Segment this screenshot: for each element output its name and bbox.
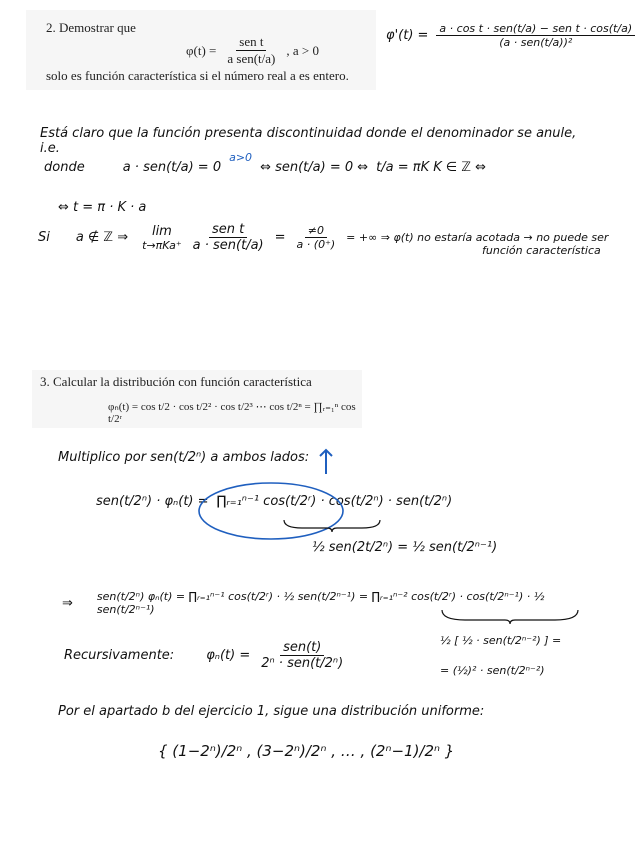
ex3-statement <box>32 370 362 428</box>
ex3-set: { (1−2ⁿ)/2ⁿ , (3−2ⁿ)/2ⁿ , … , (2ⁿ−1)/2ⁿ } <box>158 742 455 760</box>
ex2-line4-frac-den: a · sen(t/a) <box>192 238 264 253</box>
blue-circle-mark <box>196 480 346 542</box>
ex2-line4-lim <box>142 224 182 252</box>
ex3-recursive-den: 2ⁿ · sen(t/2ⁿ) <box>261 656 344 671</box>
ex3-recursive-frac <box>258 640 346 671</box>
ex2-line1: Está claro que la función presenta discontinuidad donde el denominador se anule, i.e. <box>40 126 577 156</box>
ex3-recursive-num: sen(t) <box>280 640 324 656</box>
ex3-recursive-lhs: φₙ(t) = <box>206 648 251 663</box>
ex2-line2-label: donde <box>44 160 85 175</box>
ex3-step2-note2: = (½)² · sen(t/2ⁿ⁻²) <box>440 664 545 677</box>
ex3-step2-note1: ½ [ ½ · sen(t/2ⁿ⁻²) ] = <box>440 634 562 647</box>
ex2-line4-eq-den: a · (0⁺) <box>296 238 336 251</box>
ex3-step1-lhs: sen(t/2ⁿ) · φₙ(t) = <box>96 494 209 509</box>
blue-arrow-icon <box>316 446 336 476</box>
ex2-line2-expr2: ⇔ sen(t/a) = 0 ⇔ <box>260 160 369 175</box>
ex3-step2-expr: sen(t/2ⁿ) φₙ(t) = ∏ᵣ₌₁ⁿ⁻¹ cos(t/2ʳ) · ½ sen(t/2ⁿ⁻¹) = ∏ᵣ₌₁ⁿ⁻² cos(t/2ʳ) · cos(t/2ⁿ⁻¹) · ½ sen(t/2ⁿ⁻¹) <box>96 590 545 616</box>
ex2-line2-expr3: t/a = πK K ∈ ℤ ⇔ <box>376 160 487 175</box>
ex2-line4-label: Si <box>38 230 50 245</box>
ex2-derivative-lhs: φ'(t) = <box>386 28 429 43</box>
ex2-formula-lhs: φ(t) = <box>186 42 217 58</box>
ex2-line4-result2: función característica <box>482 244 601 257</box>
ex2-line4-lim-word: lim <box>151 223 172 239</box>
ex3-intro: 3. Calcular la distribución con función característica <box>40 374 312 389</box>
ex2-formula-cond: , a > 0 <box>286 42 319 58</box>
ex3-step1-note: ½ sen(2t/2ⁿ) = ½ sen(t/2ⁿ⁻¹) <box>312 540 498 555</box>
ex2-formula-frac <box>224 34 278 67</box>
ex2-line4-eq: = <box>274 230 286 245</box>
ex3-multiply-line: Multiplico por sen(t/2ⁿ) a ambos lados: <box>58 450 310 465</box>
ex3-recursive <box>64 640 346 671</box>
underbrace-2 <box>440 608 580 624</box>
ex3-step2-arrow: ⇒ <box>62 595 73 611</box>
ex2-derivative-num: a · cos t · sen(t/a) − sen t · cos(t/a) <box>436 22 635 36</box>
ex2-line2 <box>44 151 487 175</box>
ex2-intro: 2. Demostrar que <box>46 20 136 35</box>
ex2-line2-note: a>0 <box>229 151 253 164</box>
ex2-line4-eq-frac <box>294 224 339 251</box>
ex3-conclusion: Por el apartado b del ejercicio 1, sigue una distribución uniforme: <box>58 704 485 719</box>
ex2-line4-result: = +∞ ⇒ φ(t) no estaría acotada → no puede ser <box>346 231 609 244</box>
ex2-derivative-frac <box>436 22 635 49</box>
ex3-recursive-label: Recursivamente: <box>64 648 175 663</box>
ex2-derivative <box>386 22 635 49</box>
ex2-statement <box>26 10 376 90</box>
ex2-formula-num: sen t <box>236 34 266 51</box>
ex3-formula: φₙ(t) = cos t/2 · cos t/2² · cos t/2³ ⋯ cos t/2ⁿ = ∏ᵣ₌₁ⁿ cos t/2ʳ <box>108 401 356 425</box>
ex2-rest: solo es función característica si el número real a es entero. <box>46 68 349 83</box>
ex2-line2-expr1: a · sen(t/a) = 0 <box>122 160 222 175</box>
ex2-line4-frac-num: sen t <box>209 222 247 238</box>
ex2-line4-lim-sub: t→πKa⁺ <box>142 238 182 252</box>
ex2-line4-frac <box>190 222 267 253</box>
ex2-line4-cond: a ∉ ℤ ⇒ <box>75 230 129 245</box>
ex2-formula-den: a sen(t/a) <box>227 51 276 66</box>
ex2-formula <box>186 34 319 67</box>
ex2-line4-eq-num: ≠0 <box>305 224 327 238</box>
ex2-derivative-den: (a · sen(t/a))² <box>499 36 573 49</box>
ex2-line3: ⇔ t = π · K · a <box>58 200 147 215</box>
ex3-step1-prod: ∏ᵣ₌₁ⁿ⁻¹ cos(t/2ʳ) · cos(t/2ⁿ) · sen(t/2ⁿ) <box>216 494 453 509</box>
underbrace-1 <box>282 518 382 532</box>
